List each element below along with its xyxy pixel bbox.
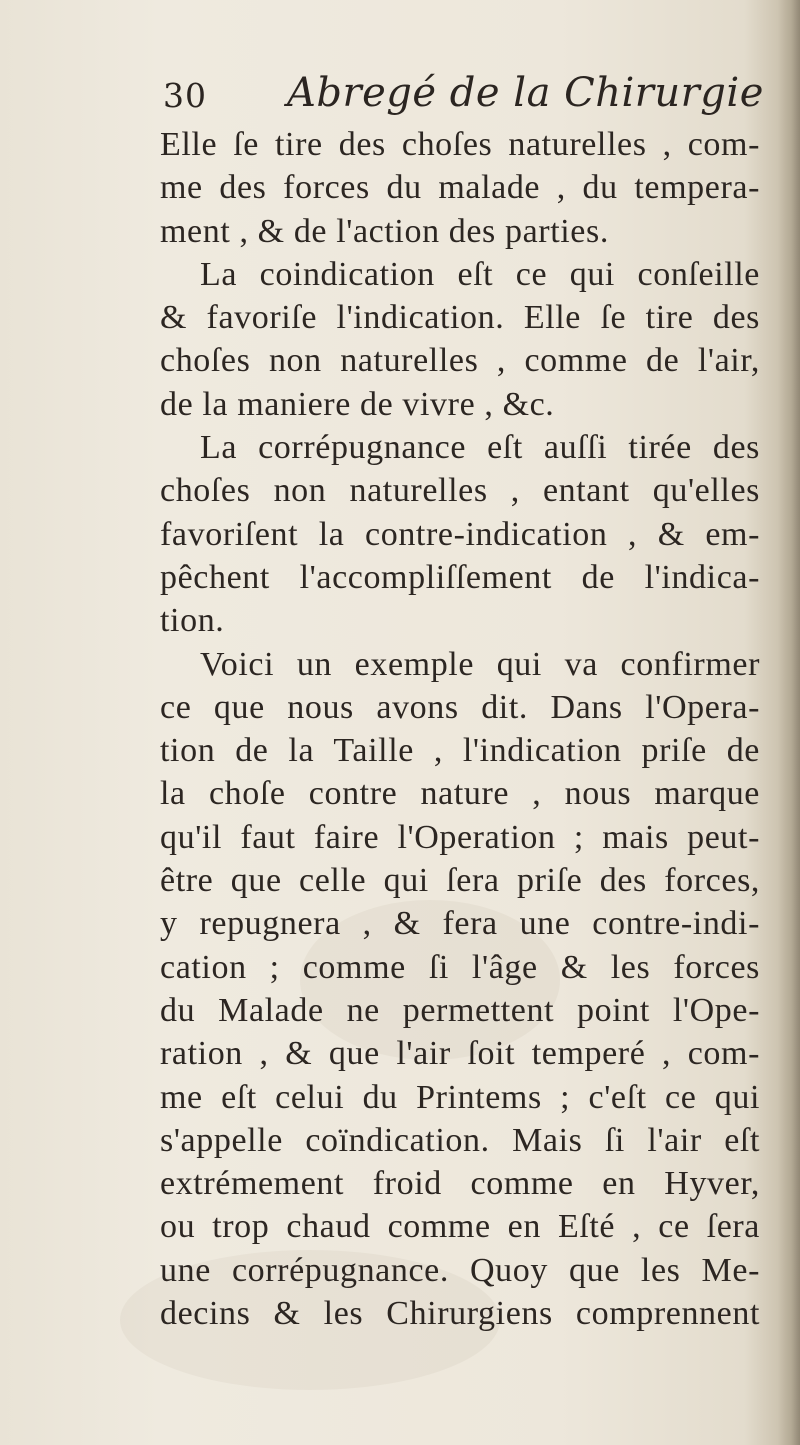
text-line: favoriſent la contre-indication , & em- (160, 515, 760, 553)
text-line: me des forces du malade , du tempera- (160, 169, 760, 207)
body-text (160, 123, 770, 1335)
text-line: être que celle qui ſera priſe des forces, (160, 862, 760, 900)
text-line: choſes non naturelles , entant qu'elles (160, 472, 760, 510)
text-line: du Malade ne permettent point l'Ope- (160, 991, 760, 1029)
page-edge-shadow (778, 0, 800, 1445)
text-line: & favoriſe l'indication. Elle ſe tire des (160, 299, 760, 337)
text-line: y repugnera , & fera une contre-indi- (160, 905, 760, 943)
text-line: pêchent l'accompliſſement de l'indica- (160, 558, 760, 596)
text-line: une corrépugnance. Quoy que les Me- (160, 1251, 760, 1289)
text-line: Elle ſe tire des choſes naturelles , com- (160, 126, 760, 163)
text-line: La coindication eſt ce qui conſeille (200, 255, 760, 293)
text-line: s'appelle coïndication. Mais ſi l'air eſt (160, 1121, 760, 1159)
text-line: la choſe contre nature , nous marque (160, 775, 760, 813)
text-line: La corrépugnance eſt auſſi tirée des (200, 429, 760, 467)
text-line: ou trop chaud comme en Eſté , ce ſera (160, 1208, 760, 1246)
text-line: de la maniere de vivre , &c. (160, 385, 555, 423)
text-line: decins & les Chirurgiens comprennent (160, 1295, 760, 1333)
page-number: 30 (163, 76, 207, 115)
text-line: tion de la Taille , l'indication priſe de (160, 732, 760, 770)
text-line: tion. (160, 602, 225, 640)
text-line: cation ; comme ſi l'âge & les forces (160, 948, 760, 986)
page-header (163, 68, 763, 130)
text-line: me eſt celui du Printems ; c'eſt ce qui (160, 1078, 760, 1116)
text-line: Voici un exemple qui va confirmer (200, 645, 760, 683)
running-title: Abregé de la Chirurgie (287, 70, 764, 116)
text-line: choſes non naturelles , comme de l'air, (160, 342, 760, 380)
text-line: ration , & que l'air ſoit temperé , com- (160, 1035, 760, 1073)
text-line: ce que nous avons dit. Dans l'Opera- (160, 688, 760, 726)
text-line: qu'il faut faire l'Operation ; mais peut- (160, 818, 760, 856)
text-line: extrémement froid comme en Hyver, (160, 1165, 760, 1203)
text-line: ment , & de l'action des parties. (160, 212, 609, 250)
